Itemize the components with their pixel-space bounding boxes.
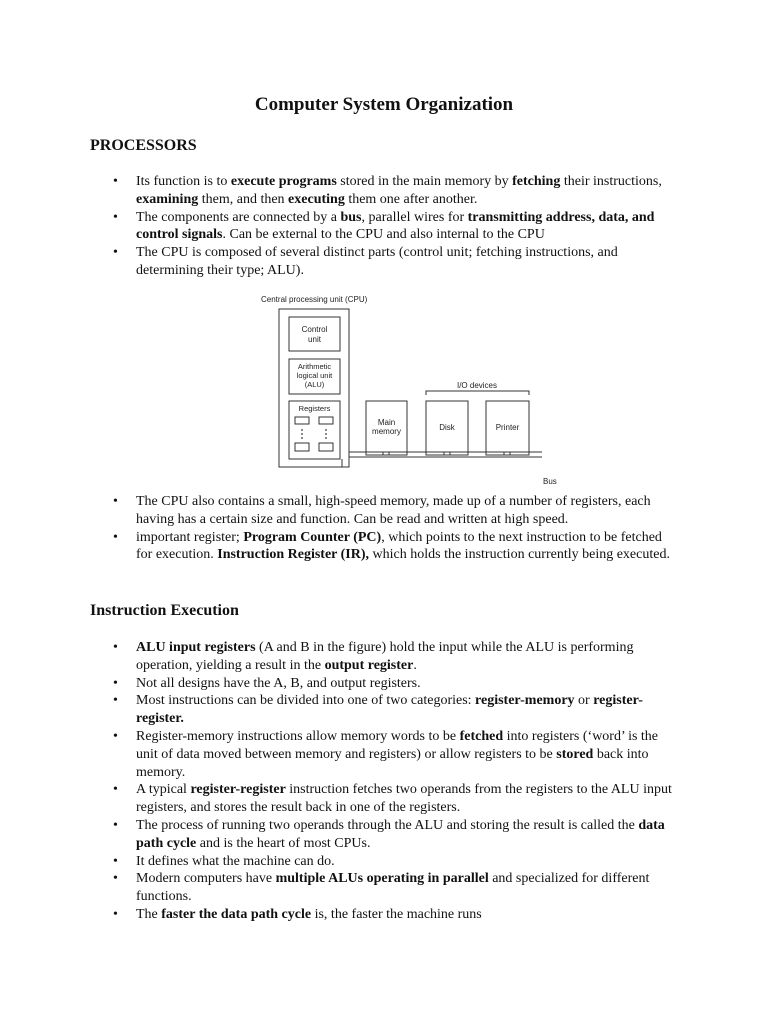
text-run: It defines what the machine can do. (136, 853, 335, 869)
text-run: . Can be external to the CPU and also internal to the CPU (222, 227, 545, 243)
instruction-execution-bullet-list (0, 639, 768, 924)
disk-label: Disk (439, 423, 455, 432)
text-run: A typical (136, 782, 191, 798)
bold-text: examining (136, 191, 199, 207)
printer-label: Printer (495, 423, 520, 432)
list-item (0, 209, 768, 245)
text-run: is, the faster the machine runs (311, 906, 482, 922)
text-run: into registers (‘word’ is the unit of data moved between memory and registers) or allow registers to be (136, 728, 659, 762)
text-run: them, and then (198, 191, 289, 207)
list-item (0, 781, 768, 817)
text-run: The CPU is composed of several distinct parts (control unit; fetching instructions, and determining their type; ALU). (136, 245, 618, 278)
text-run: them one after another. (344, 191, 478, 207)
alu-label-1: Arithmetic (297, 362, 332, 371)
section-heading-processors: PROCESSORS (90, 137, 197, 154)
cpu-organization-diagram (255, 291, 560, 488)
text-run: Its function is to (136, 174, 231, 189)
text-run: The components are connected by a (136, 209, 341, 225)
text-run: Most instructions can be divided into one of two categories: (136, 693, 476, 709)
bold-text: faster the data path cycle (161, 906, 312, 922)
text-run: which holds the instruction currently being executed. (369, 547, 670, 563)
bold-text: fetching (512, 174, 561, 189)
bold-text: execute programs (230, 174, 337, 189)
bold-text: output register (324, 657, 414, 673)
list-item (0, 675, 768, 693)
text-run: back into memory. (136, 746, 649, 780)
text-run: their instructions, (560, 174, 662, 189)
main-memory-label-2: memory (372, 427, 401, 436)
cpu-register-bullet-list (0, 493, 768, 564)
list-item (0, 906, 768, 924)
control-unit-box (289, 317, 340, 351)
document-title: Computer System Organization (254, 94, 514, 115)
bold-text: executing (288, 191, 345, 207)
text-run: instruction fetches two operands from the registers to the ALU input registers, and stores the result back in one of the registers. (136, 782, 672, 816)
bold-text: Instruction Register (IR), (217, 547, 370, 563)
bold-text: register-register (190, 782, 286, 798)
list-item (0, 639, 768, 675)
list-item (0, 493, 768, 529)
cpu-label: Central processing unit (CPU) (261, 295, 368, 304)
text-run: The CPU also contains a small, high-speed memory, made up of a number of registers, each having has a certain size and function. Can be read and written at high speed. (136, 494, 651, 527)
text-run: important register; (136, 529, 244, 545)
alu-label-2: logical unit (296, 371, 333, 380)
text-run: and specialized for different functions. (136, 871, 650, 905)
text-run: Register-memory instructions allow memory words to be (136, 728, 460, 744)
bold-text: register-register. (136, 693, 643, 727)
bold-text: multiple ALUs operating in parallel (275, 871, 489, 887)
text-run: The (136, 906, 162, 922)
bold-text: Program Counter (PC) (243, 529, 382, 545)
alu-label-3: (ALU) (304, 380, 325, 389)
text-run: (A and B in the figure) hold the input while the ALU is performing operation, yielding a result in the (136, 640, 634, 673)
text-run: The process of running two operands through the ALU and storing the result is called the (136, 817, 639, 833)
main-memory-label-1: Main (377, 418, 396, 427)
bold-text: register-memory (475, 693, 575, 709)
list-item (0, 728, 768, 781)
text-run: , which points to the next instruction to be fetched for execution. (136, 529, 662, 563)
bold-text: data path cycle (136, 817, 665, 851)
bus-label: Bus (543, 477, 557, 486)
list-item (0, 692, 768, 728)
bold-text: fetched (459, 728, 504, 744)
list-item (0, 817, 768, 853)
text-run: stored in the main memory by (336, 174, 513, 189)
text-run: Not all designs have the A, B, and output registers. (136, 675, 421, 691)
list-item (0, 870, 768, 906)
list-item (0, 244, 768, 280)
text-run: and is the heart of most CPUs. (196, 835, 371, 851)
bold-text: ALU input registers (136, 640, 256, 655)
bold-text: stored (556, 746, 594, 762)
control-unit-label-2: unit (308, 335, 321, 344)
bold-text: bus (340, 209, 362, 225)
text-run: or (574, 693, 594, 709)
registers-label: Registers (298, 404, 331, 413)
list-item (0, 853, 768, 871)
list-item (0, 529, 768, 565)
text-run: , parallel wires for (361, 209, 468, 225)
text-run: Modern computers have (136, 871, 276, 887)
list-item (0, 173, 768, 209)
processors-bullet-list (0, 173, 768, 280)
io-devices-label: I/O devices (456, 381, 498, 390)
text-run: . (413, 657, 417, 673)
bold-text: transmitting address, data, and control signals (136, 209, 655, 243)
section-heading-instruction-execution: Instruction Execution (90, 602, 239, 619)
control-unit-label-1: Control (301, 325, 328, 334)
